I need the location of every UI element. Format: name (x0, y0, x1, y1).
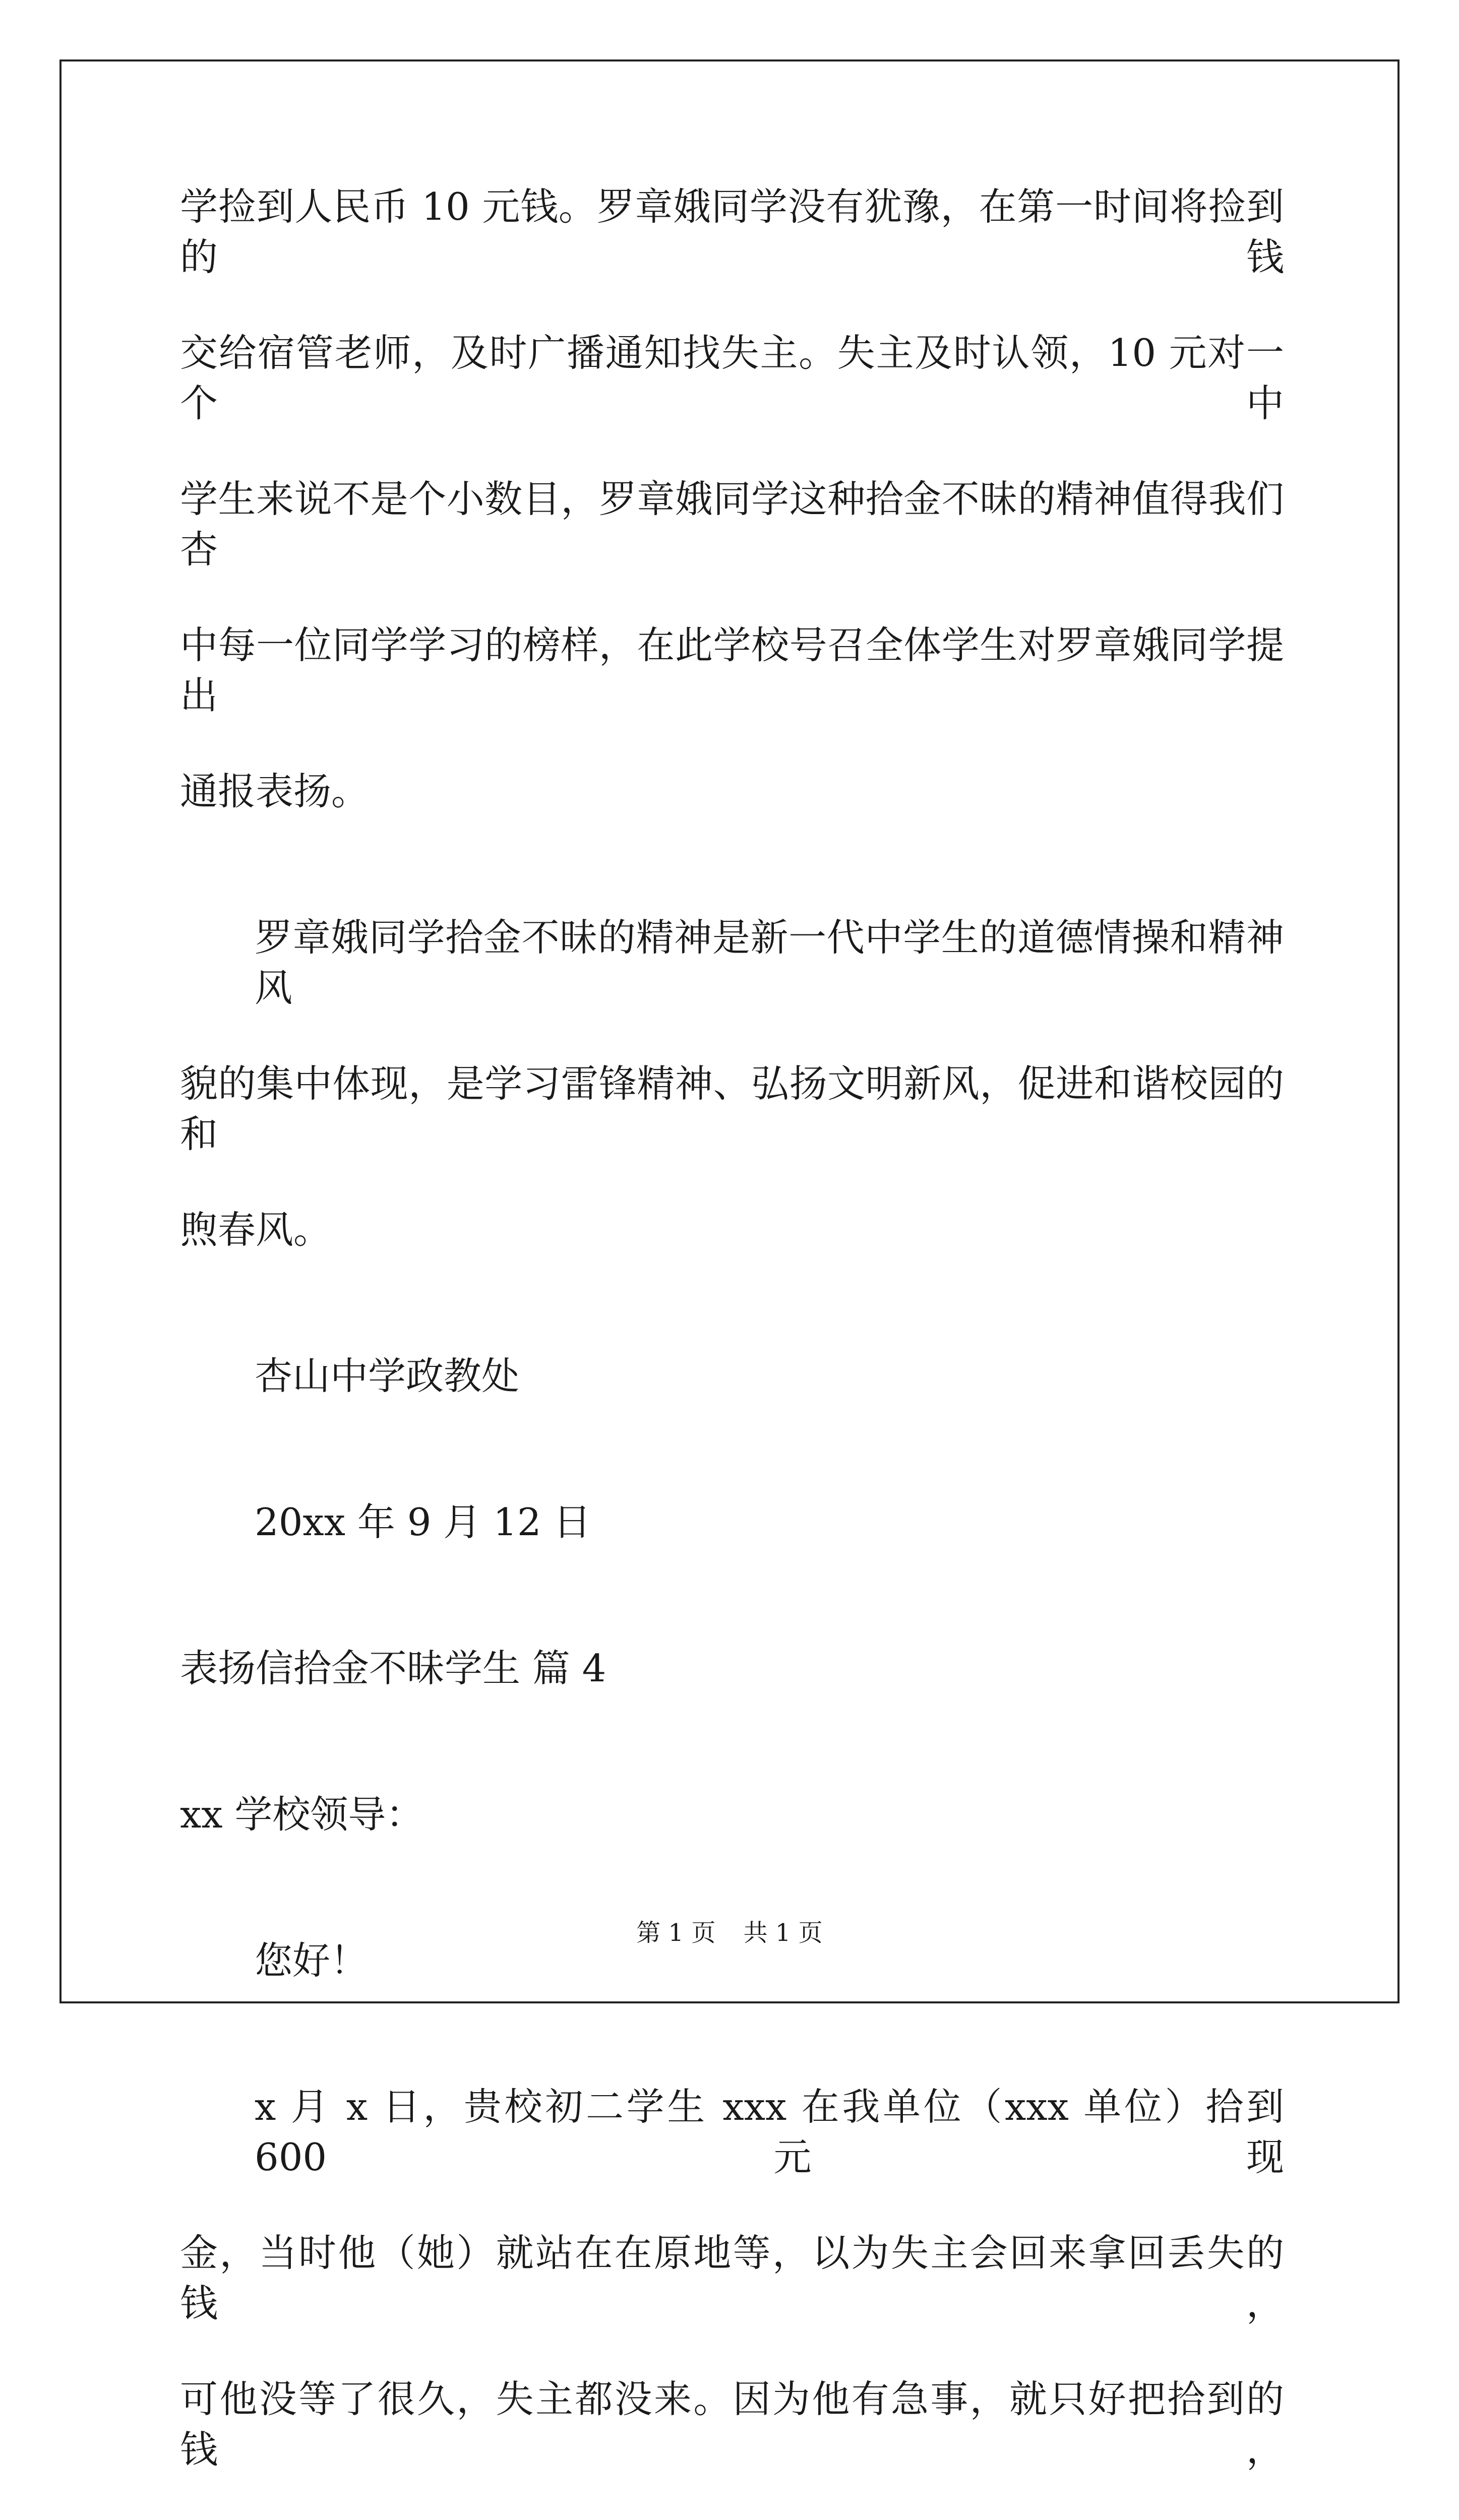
text-line: 罗章娥同学拾金不昧的精神是新一代中学生的道德情操和精神风 (255, 915, 1284, 1010)
document-body (180, 181, 1284, 2520)
signature-date: 20xx 年 9 月 12 日 (255, 1500, 591, 1544)
text-line: 貌的集中体现，是学习雷锋精神、弘扬文明新风，促进和谐校园的和 (180, 1061, 1284, 1156)
page-footer (0, 1918, 1459, 1948)
salutation: xx 学校领导： (180, 1792, 424, 1837)
text-line: 可他没等了很久，失主都没来。因为他有急事，就只好把拾到的钱， (180, 2377, 1284, 2472)
text-line: 交给宿管老师，及时广播通知找失主。失主及时认领，10 元对一个中 (180, 331, 1284, 425)
page-number: 第 1 页 (636, 1919, 716, 1947)
text-line: 通报表扬。 (180, 769, 370, 813)
page-total: 共 1 页 (743, 1919, 823, 1947)
section-heading: 表扬信拾金不昧学生 篇 4 (180, 1646, 606, 1690)
text-line: 学生来说不是个小数目，罗章娥同学这种拾金不昧的精神值得我们杏 (180, 477, 1284, 572)
text-line: 学捡到人民币 10 元钱。罗章娥同学没有犹豫，在第一时间将捡到的钱 (180, 184, 1284, 279)
greeting: 您好！ (255, 1938, 369, 1983)
signature-office: 杏山中学政教处 (255, 1354, 520, 1398)
text-line: 中每一位同学学习的榜样，在此学校号召全体学生对罗章娥同学提出 (180, 623, 1284, 718)
text-line: 煦春风。 (180, 1208, 332, 1252)
text-line: x 月 x 日，贵校初二学生 xxx 在我单位（xxx 单位）拾到 600 元现 (255, 2085, 1284, 2179)
text-line: 金，当时他（她）就站在在原地等，以为失主会回来拿回丢失的钱， (180, 2231, 1284, 2325)
